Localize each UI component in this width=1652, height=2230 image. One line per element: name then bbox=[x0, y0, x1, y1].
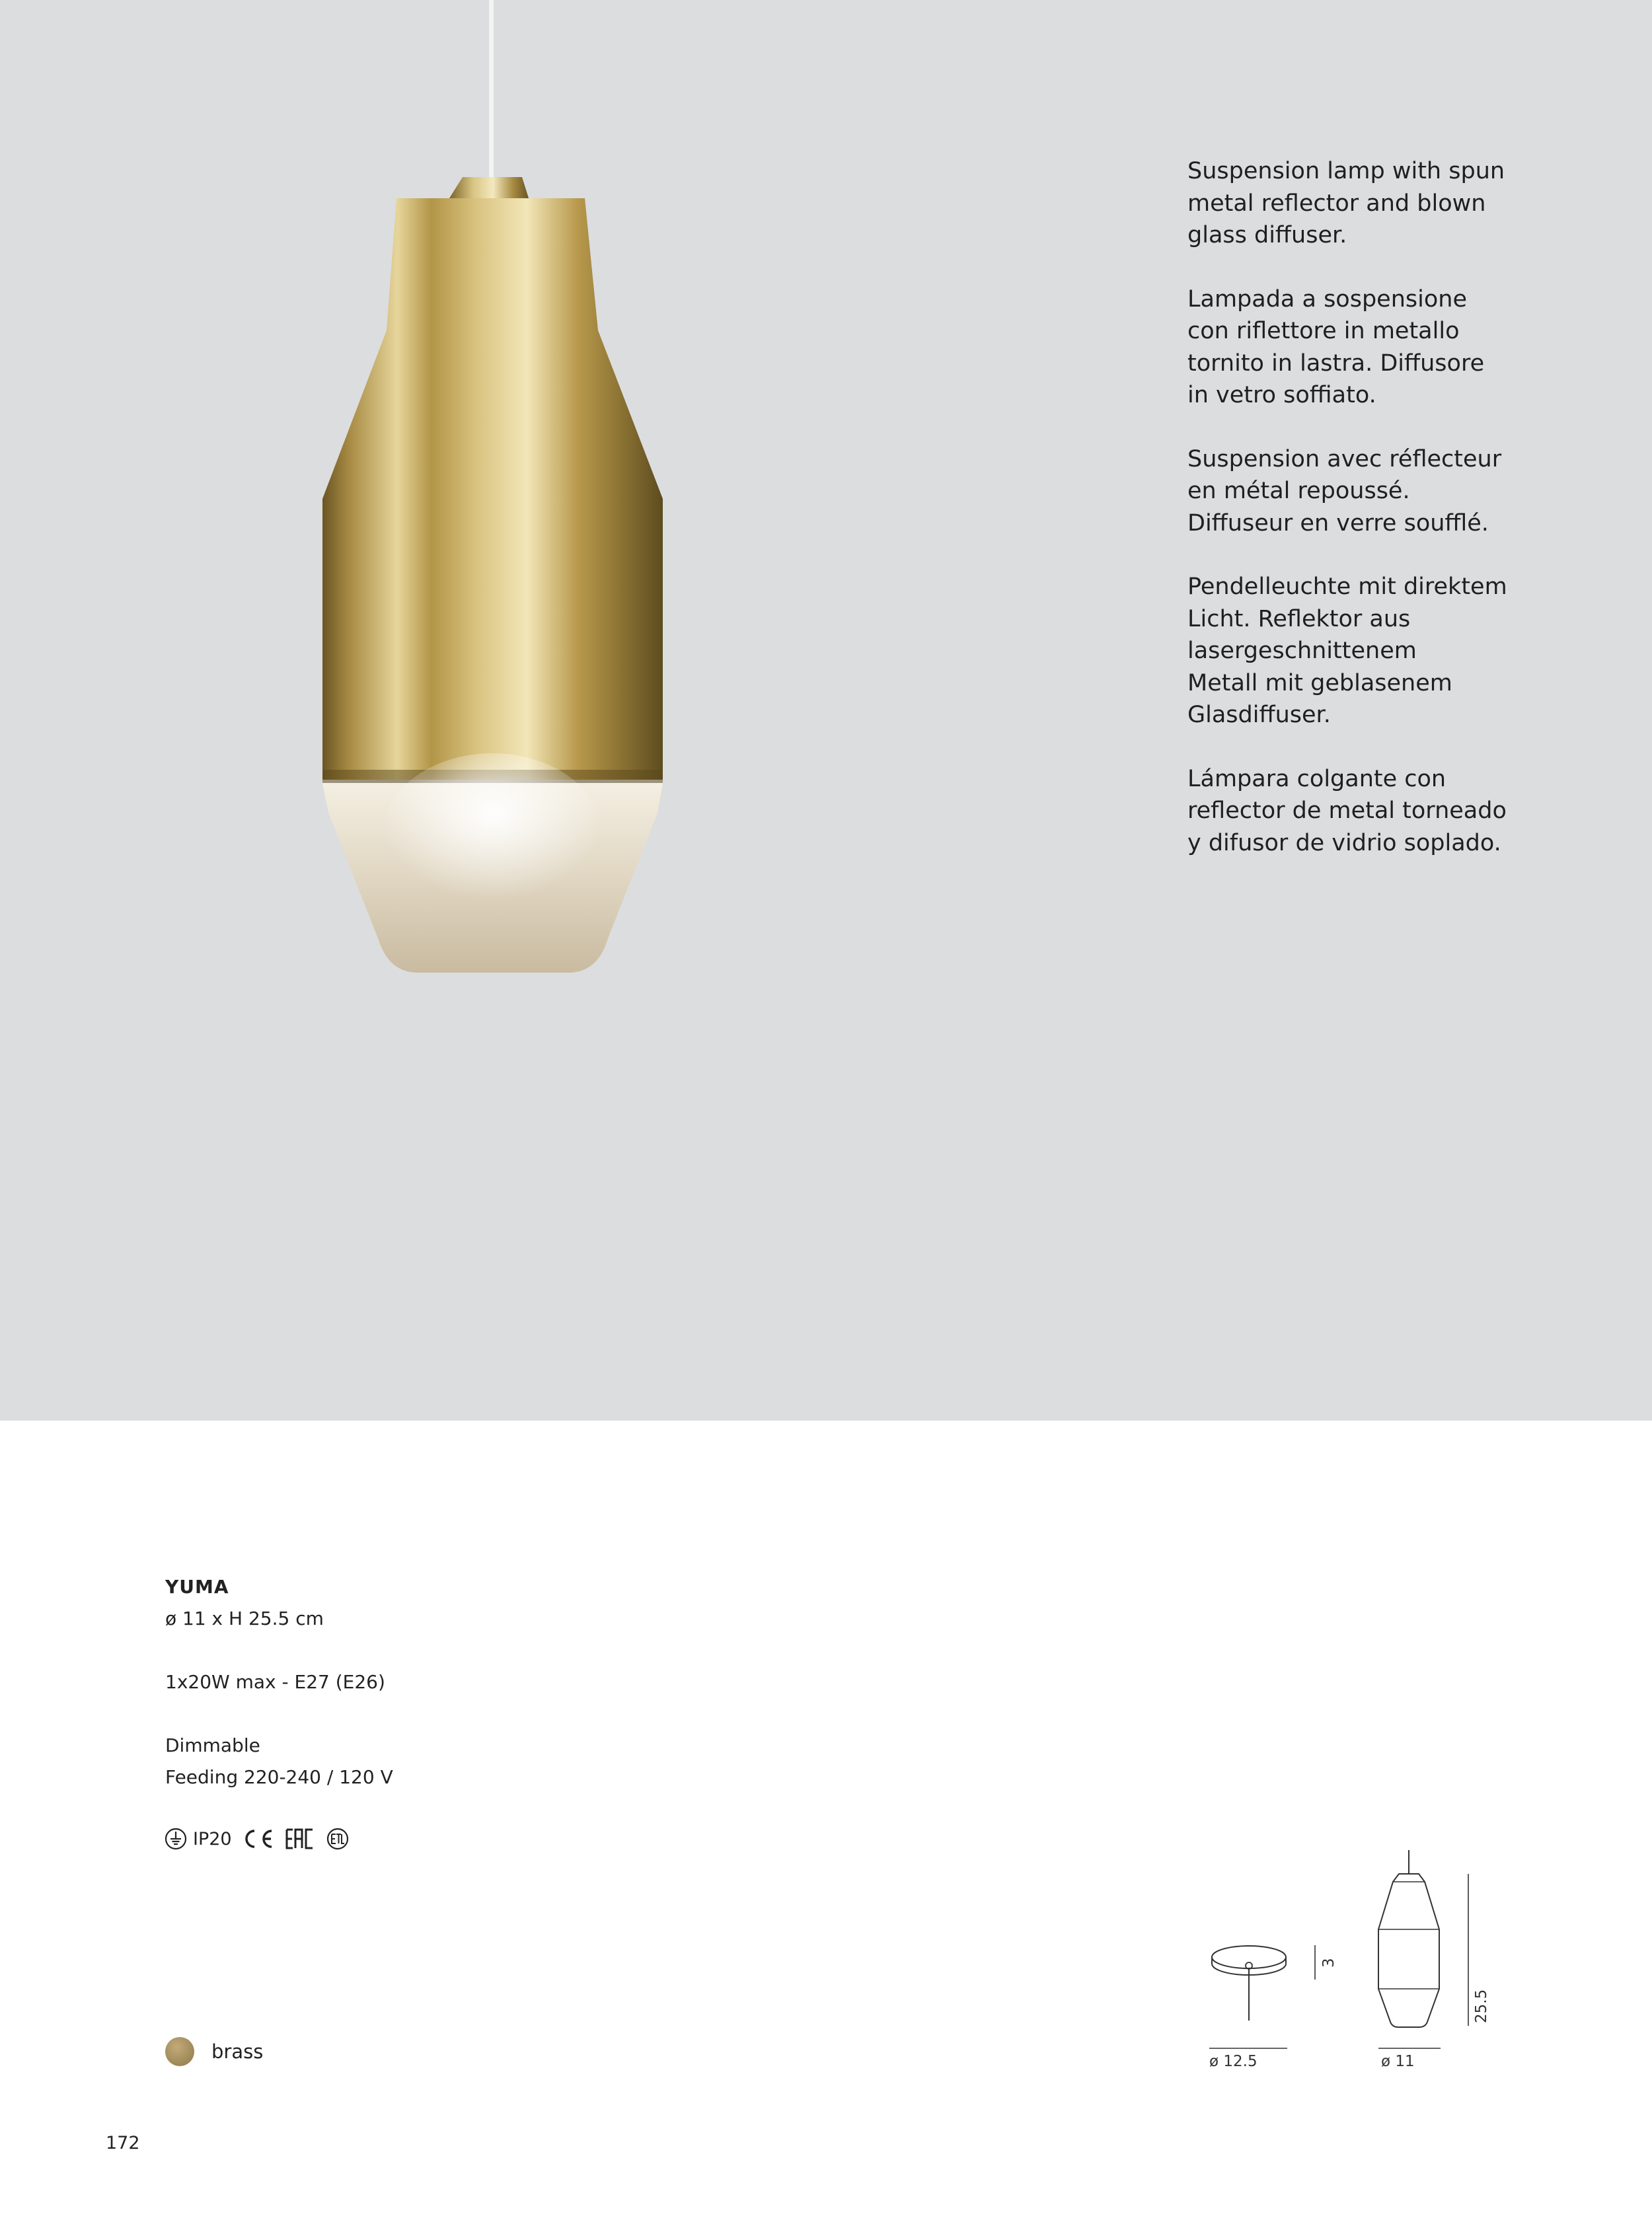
product-name: YUMA bbox=[165, 1576, 229, 1598]
lamp-height-label: 25.5 bbox=[1473, 1989, 1490, 2023]
dimension-drawing bbox=[1189, 1850, 1520, 2088]
page-number: 172 bbox=[106, 2133, 140, 2153]
description-english: Suspension lamp with spun metal reflector and blown glass diffuser. bbox=[1187, 158, 1505, 248]
description-german: Pendelleuchte mit direktem Licht. Reflektor aus lasergeschnittenem Metall mit geblasenem Glasdiffuser. bbox=[1187, 574, 1507, 728]
bulb-glow bbox=[380, 753, 605, 925]
etl-mark-icon bbox=[324, 1827, 351, 1851]
product-feeding: Feeding 220-240 / 120 V bbox=[165, 1766, 393, 1788]
ce-mark-icon bbox=[240, 1827, 276, 1851]
product-specs bbox=[165, 1571, 393, 1793]
reflector-lower bbox=[322, 499, 663, 780]
ground-symbol-icon bbox=[164, 1827, 188, 1851]
lamp-cap bbox=[449, 177, 529, 198]
canopy-height-label: 3 bbox=[1320, 1958, 1337, 1968]
finish-swatch bbox=[165, 2037, 194, 2066]
product-dimmable: Dimmable bbox=[165, 1734, 260, 1756]
lamp-outline bbox=[1378, 1874, 1439, 2027]
finish-label: brass bbox=[211, 2040, 264, 2063]
eac-mark-icon bbox=[285, 1827, 315, 1851]
lamp-diameter-label: ø 11 bbox=[1381, 2053, 1415, 2070]
product-size: ø 11 x H 25.5 cm bbox=[165, 1608, 324, 1629]
description-spanish: Lámpara colgante con reflector de metal torneado y difusor de vidrio soplado. bbox=[1187, 765, 1507, 856]
description-italian: Lampada a sospensione con riflettore in metallo tornito in lastra. Diffusore in vetro soffiato. bbox=[1187, 285, 1485, 408]
canopy-diameter-label: ø 12.5 bbox=[1209, 2053, 1258, 2070]
ip-rating: IP20 bbox=[193, 1828, 232, 1849]
product-power: 1x20W max - E27 (E26) bbox=[165, 1671, 385, 1693]
finish-option bbox=[165, 2037, 263, 2066]
canopy-top bbox=[1212, 1946, 1286, 1968]
product-descriptions bbox=[1187, 155, 1558, 891]
suspension-cable bbox=[489, 0, 494, 177]
description-french: Suspension avec réflecteur en métal repoussé. Diffuseur en verre soufflé. bbox=[1187, 445, 1502, 537]
certification-icons bbox=[164, 1826, 351, 1852]
reflector-upper bbox=[322, 198, 663, 499]
